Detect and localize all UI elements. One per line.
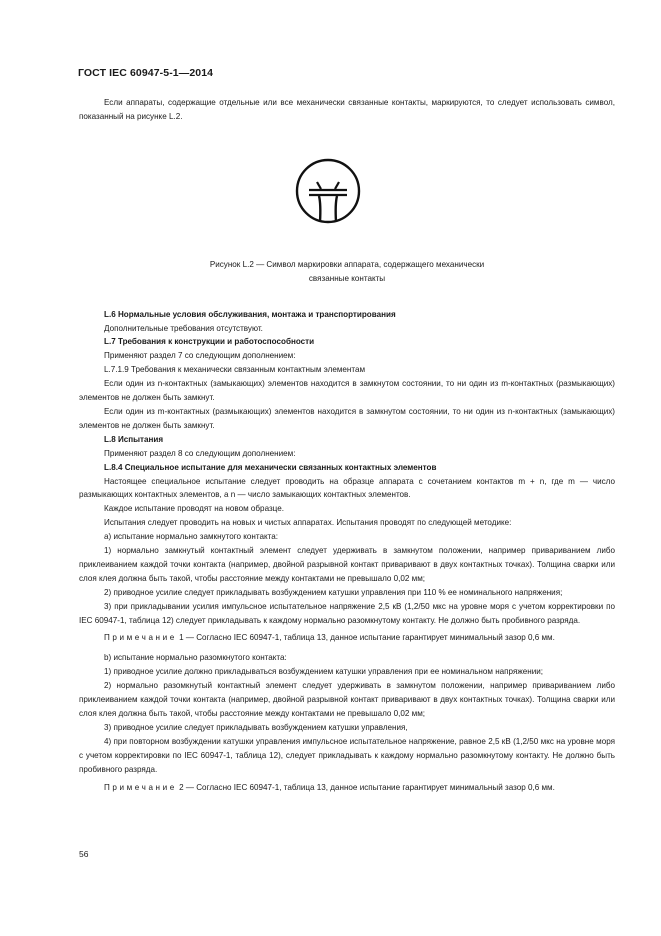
mechanically-linked-contacts-symbol-icon	[295, 158, 361, 224]
intro-paragraph: Если аппараты, содержащие отдельные или все механически связанные контакты, маркируются, то следует использовать символ, показанный на рисунке L.2.	[79, 98, 615, 121]
figure-caption-line-1: Рисунок L.2 — Символ маркировки аппарата, содержащего механически	[209, 259, 485, 269]
figure-l2	[79, 124, 615, 256]
subsection-heading-l719: L.7.1.9 Требования к механически связанным контактным элементам	[104, 365, 366, 375]
page-number: 56	[79, 849, 89, 859]
l7-text: Применяют раздел 7 со следующим дополнением:	[104, 351, 296, 361]
list-b-item-2: 2) нормально разомкнутый контактный элемент следует удерживать в замкнутом положении, например привариванием либо приклеиванием каждой точки контакта (например, двойной разрывной контакт приваривают в двух контактных точках). Толщина сварки или слоя клея должна быть такой, чтобы расстояние между контактами не превышало 0,02 мм;	[79, 681, 615, 718]
list-a-item-2: 2) приводное усилие следует прикладывать возбуждением катушки управления при 110 % ее номинального напряжения;	[104, 587, 563, 597]
l8-paragraph-3: Испытания следует проводить на новых и чистых аппаратах. Испытания проводят по следующей методике:	[104, 518, 512, 528]
note-1-text: 1 — Согласно IEC 60947-1, таблица 13, данное испытание гарантирует минимальный зазор 0,6 мм.	[176, 633, 555, 643]
l8-paragraph-1: Настоящее специальное испытание следует проводить на образце аппарата с сочетанием контактов m + n, где m — число размыкающих контактных элементов, а n — число замыкающих контактных элементов.	[79, 476, 615, 500]
subsection-heading-l84: L.8.4 Специальное испытание для механически связанных контактных элементов	[104, 462, 437, 472]
section-heading-l8: L.8 Испытания	[104, 434, 164, 444]
l8-text: Применяют раздел 8 со следующим дополнением:	[104, 448, 296, 458]
list-b-item-4: 4) при повторном возбуждении катушки управления импульсное испытательное напряжение, равное 2,5 кВ (1,2/50 мкс на уровне моря с учетом корректировки по IEC 60947-1, таблица 12), следует прикладывать к каждому нормально разомкнутому контакту. Не должно быть пробивного разряда.	[79, 736, 615, 774]
note-2	[79, 781, 615, 795]
note-1-label: Примечание	[104, 633, 177, 643]
l7-paragraph-2: Если один из m-контактных (размыкающих) элементов находится в замкнутом состоянии, то ни один из n-контактных (замыкающих) элементов не должен быть замкнут.	[79, 406, 615, 430]
page-content	[79, 96, 615, 800]
list-b-item-3: 3) приводное усилие следует прикладывать возбуждением катушки управления,	[104, 722, 408, 732]
list-a-item-1: 1) нормально замкнутый контактный элемент следует удерживать в замкнутом положении, например привариванием либо приклеиванием каждой точки контакта (например, двойной разрывной контакт приваривают в двух контактных точках). Толщина сварки или слоя клея должна быть такой, чтобы расстояние между контактами не превышало 0,02 мм;	[79, 546, 615, 583]
figure-caption-line-2: связанные контакты	[308, 273, 386, 283]
l7-paragraph-1: Если один из n-контактных (замыкающих) элементов находится в замкнутом состоянии, то ни один из m-контактных (размыкающих) элементов не должен быть замкнут.	[79, 379, 615, 403]
list-b-title: b) испытание нормально разомкнутого контакта:	[104, 653, 287, 663]
note-1	[79, 631, 615, 645]
document-header: ГОСТ IEC 60947-5-1—2014	[78, 67, 214, 79]
note-2-label: Примечание	[104, 782, 177, 792]
list-b-item-1: 1) приводное усилие должно прикладываться возбуждением катушки управления при ее номинальном напряжении;	[104, 667, 544, 677]
l6-text: Дополнительные требования отсутствуют.	[104, 323, 263, 333]
figure-caption	[79, 258, 615, 286]
note-2-text: 2 — Согласно IEC 60947-1, таблица 13, данное испытание гарантирует минимальный зазор 0,6 мм.	[176, 782, 555, 792]
section-heading-l7: L.7 Требования к конструкции и работоспособности	[104, 337, 315, 347]
list-a-title: a) испытание нормально замкнутого контакта:	[104, 532, 278, 542]
list-a-item-3: 3) при прикладывании усилия импульсное испытательное напряжение 2,5 кВ (1,2/50 мкс на уровне моря с учетом корректировки по IEC 60947-1, таблица 12) следует прикладывать к каждому нормально разомкнутому контакту. Не должно быть пробивного разряда.	[79, 601, 615, 625]
l8-paragraph-2: Каждое испытание проводят на новом образце.	[104, 504, 284, 514]
section-heading-l6: L.6 Нормальные условия обслуживания, монтажа и транспортирования	[104, 309, 396, 319]
